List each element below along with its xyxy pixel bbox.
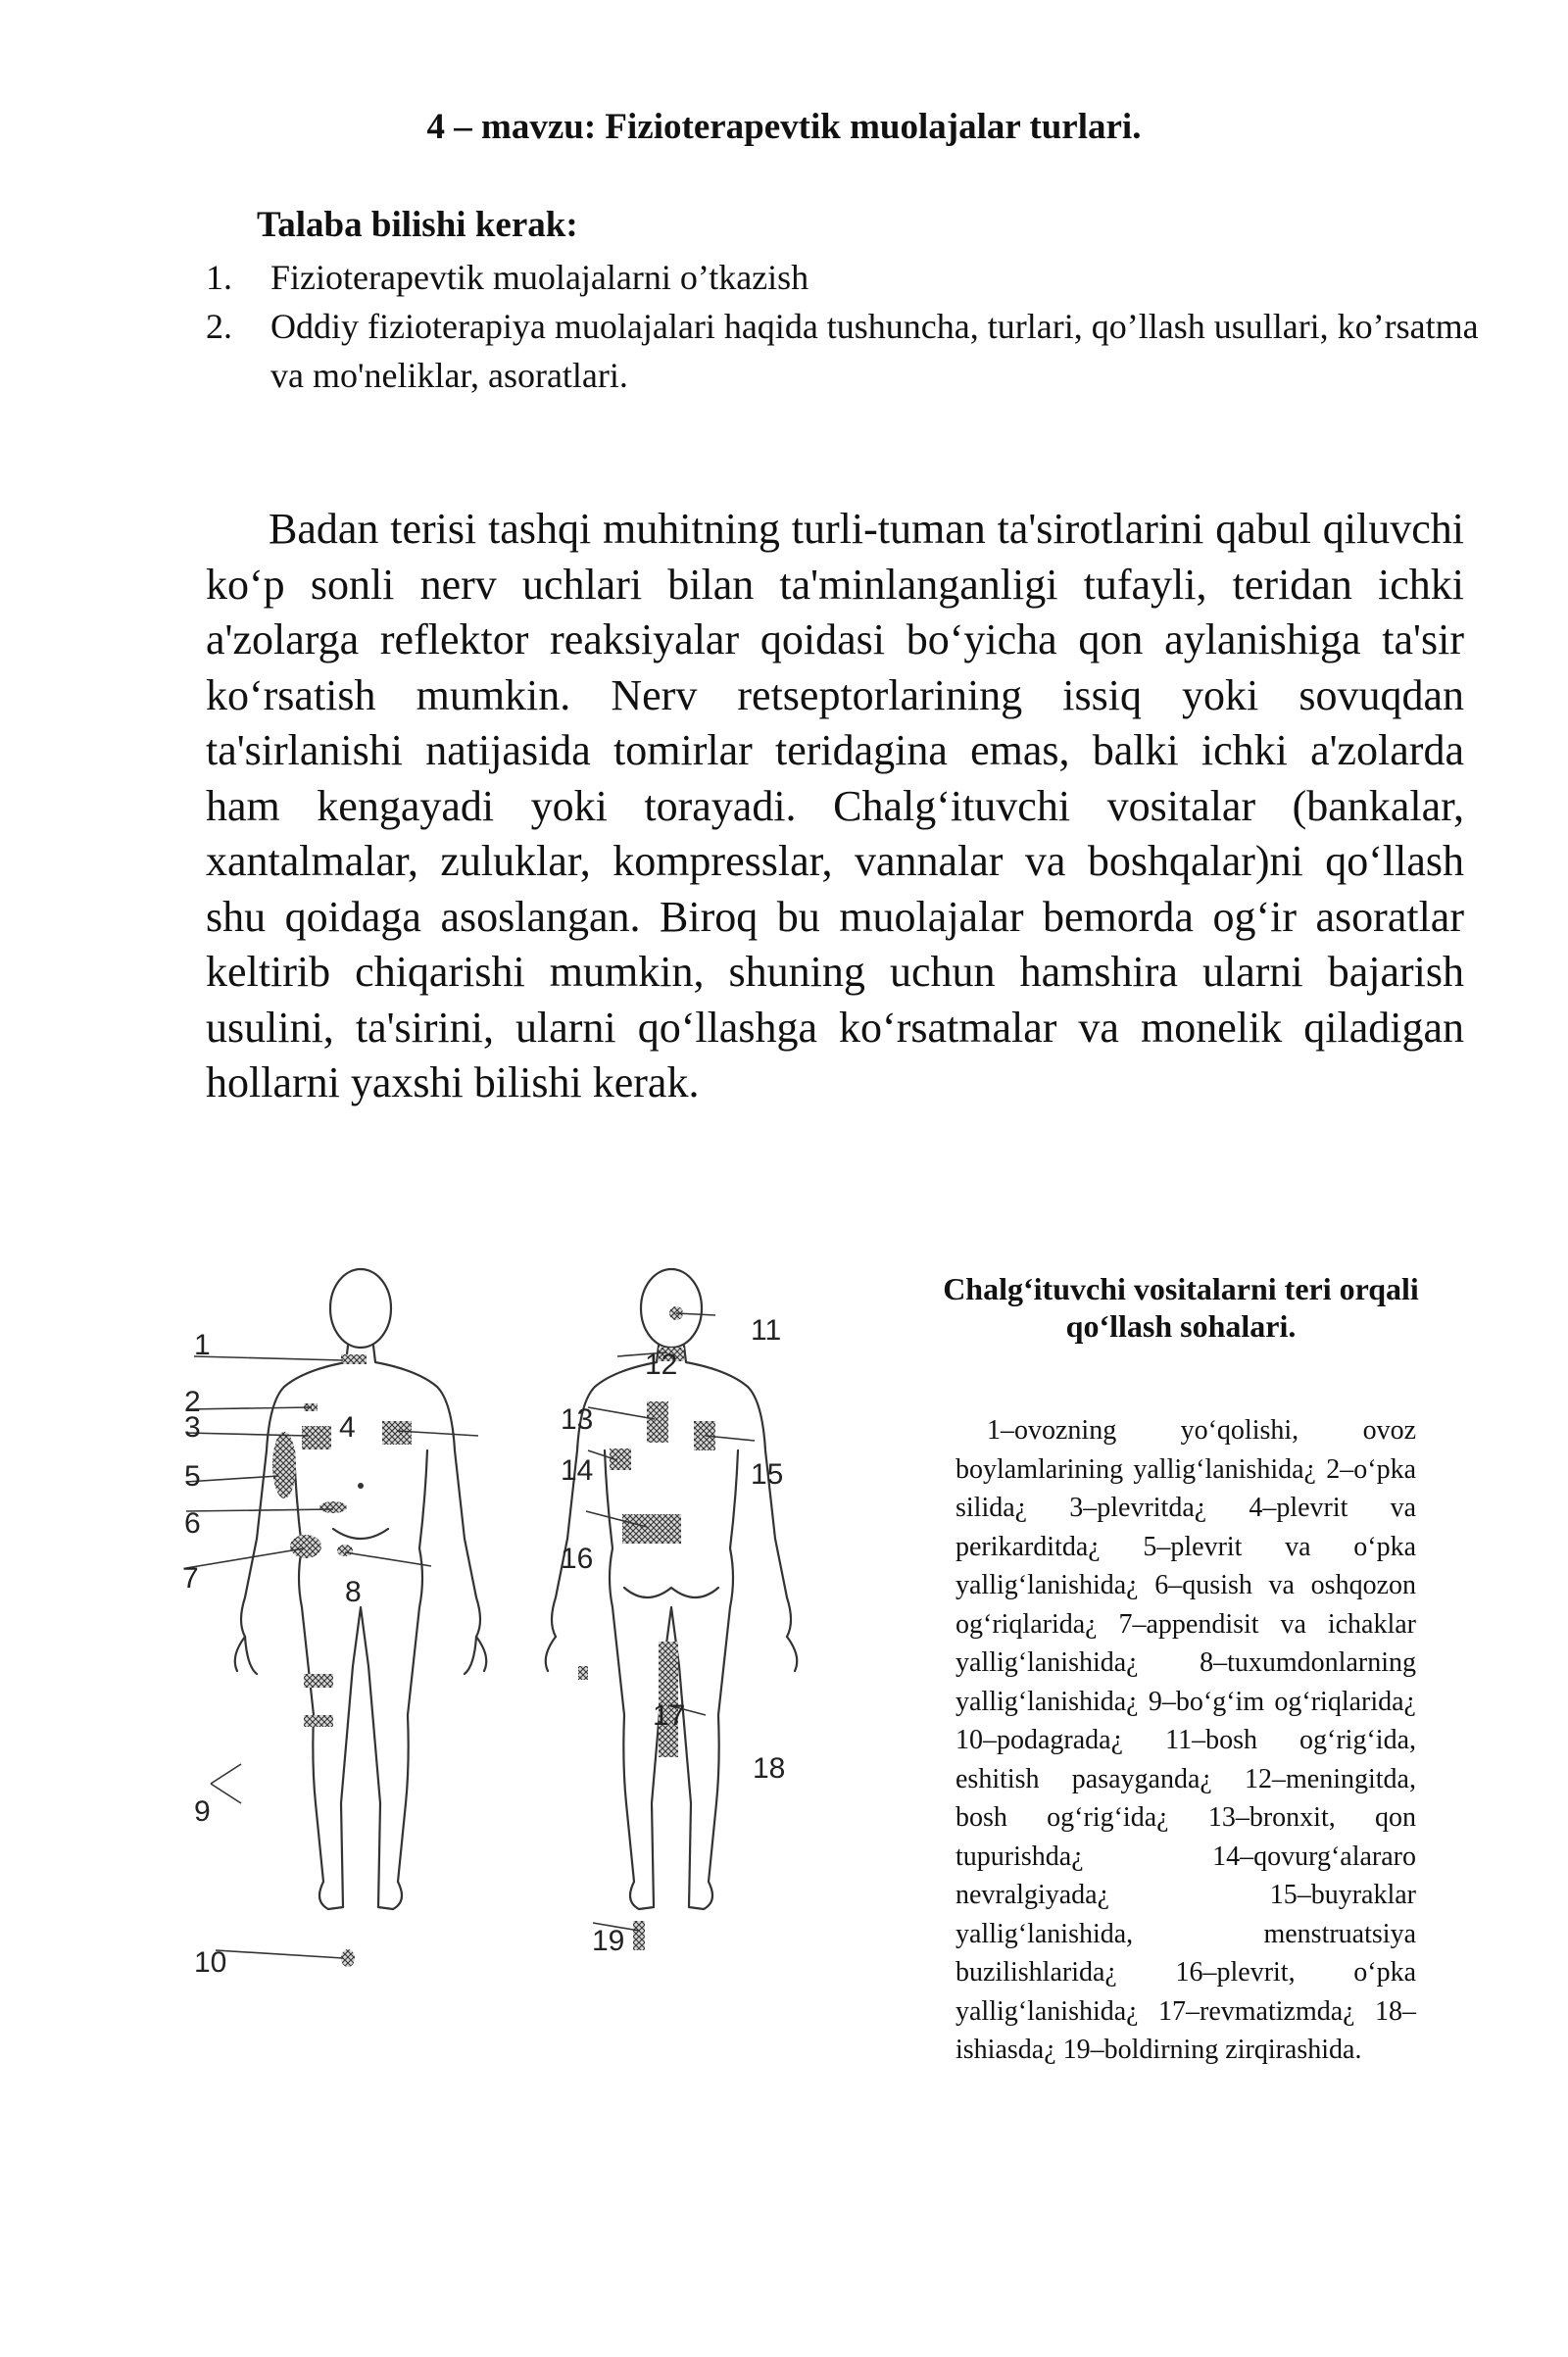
list-item bbox=[206, 302, 1480, 400]
requirements-list bbox=[206, 253, 1480, 400]
list-item-text: Fizioterapevtik muolajalarni o’tkazish bbox=[270, 258, 809, 297]
figure-label: 19 bbox=[592, 1925, 625, 1957]
figure-label: 7 bbox=[182, 1562, 199, 1595]
figure-label: 17 bbox=[653, 1699, 686, 1732]
figure-label: 11 bbox=[751, 1314, 782, 1347]
figure-label: 5 bbox=[184, 1460, 201, 1493]
requirements-heading: Talaba bilishi kerak: bbox=[257, 205, 578, 245]
figure-label: 12 bbox=[645, 1349, 678, 1381]
figure-label: 4 bbox=[339, 1411, 356, 1444]
figure-label: 10 bbox=[194, 1946, 227, 1979]
figure-label: 1 bbox=[194, 1329, 211, 1361]
figure-label: 3 bbox=[184, 1411, 201, 1444]
figure-label: 6 bbox=[184, 1507, 201, 1540]
figure-label: 2 bbox=[184, 1386, 201, 1418]
list-item bbox=[206, 253, 1480, 302]
figure-label: 8 bbox=[345, 1576, 362, 1608]
body-paragraph: Badan terisi tashqi muhitning turli-tuman ta'sirotlarini qabul qiluvchi koʻp sonli nerv uchlari bilan ta'minlanganligi tufayli, teridan ichki a'zolarga reflektor reaksiyalar qoidasi boʻyicha qon aylanishiga ta'sir koʻrsatish mumkin. Nerv retseptorlarining issiq yoki sovuqdan ta'sirlanishi natijasida tomirlar teridagina emas, balki ichki a'zolarda ham kengayadi yoki torayadi. Chalgʻituvchi vositalar (bankalar, xantalmalar, zuluklar, kompresslar, vannalar va boshqalar)ni qoʻllash shu qoidaga asoslangan. Biroq bu muolajalar bemorda ogʻir asoratlar keltirib chiqarishi mumkin, shuning uchun hamshira ularni bajarish usulini, ta'sirini, ularni qoʻllashga koʻrsatmalar va monelik qiladigan hollarni yaxshi bilishi kerak. bbox=[206, 505, 1464, 1106]
figure-caption-body: 1–ovozning yoʻqolishi, ovoz boylamlarining yalligʻlanishida¿ 2–oʻpka silida¿ 3–plevritda¿ 4–plevrit va perikarditda¿ 5–plevrit va oʻpka yalligʻlanishida¿ 6–qusish va oshqozon ogʻriqlarida¿ 7–appendisit va ichaklar yalligʻlanishida¿ 8–tuxumdonlarning yalligʻlanishida¿ 9–boʻgʻim ogʻriqlarida¿ 10–podagrada¿ 11–bosh ogʻrigʻida, eshitish pasayganda¿ 12–meningitda, bosh ogʻrigʻida¿ 13–bronxit, qon tupurishda¿ 14–qovurgʻalararo nevralgiyada¿ 15–buyraklar yalligʻlanishida, menstruatsiya buzilishlarida¿ 16–plevrit, oʻpka yalligʻlanishida¿ 17–revmatizmda¿ 18–ishiasda¿ 19–boldirning zirqirashida. bbox=[956, 1415, 1416, 2065]
figure-label: 18 bbox=[753, 1752, 786, 1785]
figure-label: 14 bbox=[561, 1454, 594, 1487]
page-title: 4 – mavzu: Fizioterapevtik muolajalar turlari. bbox=[426, 107, 1142, 147]
body-application-zones-figure bbox=[182, 1254, 960, 2156]
figure-caption-title: Chalgʻituvchi vositalarni teri orqali qoʻllash sohalari. bbox=[943, 1271, 1419, 1344]
figure-label: 15 bbox=[751, 1458, 784, 1491]
figure-label: 13 bbox=[561, 1403, 594, 1436]
list-item-number: 1. bbox=[206, 258, 232, 297]
list-item-number: 2. bbox=[206, 307, 232, 346]
figure-label: 16 bbox=[561, 1543, 594, 1575]
figure-label: 9 bbox=[194, 1795, 211, 1828]
list-item-text: Oddiy fizioterapiya muolajalari haqida tushuncha, turlari, qo’llash usullari, ko’rsatma va mo'neliklar, asoratlari. bbox=[270, 307, 1479, 395]
